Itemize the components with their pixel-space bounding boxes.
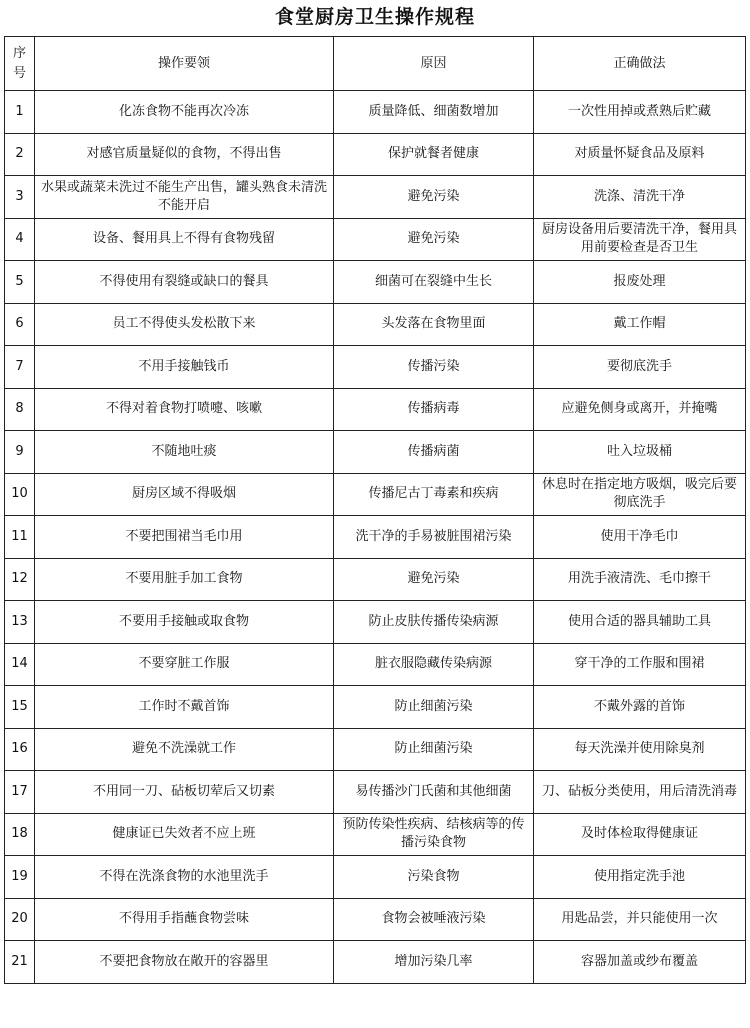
cell-no: 6 <box>5 303 35 346</box>
cell-no: 21 <box>5 941 35 984</box>
table-row <box>5 473 746 516</box>
cell-reason: 脏衣服隐藏传染病源 <box>334 643 534 686</box>
table-row <box>5 686 746 729</box>
cell-reason: 食物会被唾液污染 <box>334 898 534 941</box>
cell-fix: 吐入垃圾桶 <box>534 431 746 474</box>
cell-no: 14 <box>5 643 35 686</box>
table-row <box>5 813 746 856</box>
cell-fix: 对质量怀疑食品及原料 <box>534 133 746 176</box>
cell-operation: 不要把围裙当毛巾用 <box>35 516 334 559</box>
cell-no: 10 <box>5 473 35 516</box>
header-no <box>5 37 35 91</box>
header-fix: 正确做法 <box>534 37 746 91</box>
cell-fix: 每天洗澡并使用除臭剂 <box>534 728 746 771</box>
cell-fix: 刀、砧板分类使用，用后清洗消毒 <box>534 771 746 814</box>
table-row <box>5 516 746 559</box>
cell-fix: 厨房设备用后要清洗干净，餐用具用前要检查是否卫生 <box>534 218 746 261</box>
cell-reason: 避免污染 <box>334 176 534 219</box>
cell-operation: 设备、餐用具上不得有食物残留 <box>35 218 334 261</box>
cell-operation: 对感官质量疑似的食物，不得出售 <box>35 133 334 176</box>
cell-fix: 休息时在指定地方吸烟，吸完后要彻底洗手 <box>534 473 746 516</box>
cell-operation: 不要把食物放在敞开的容器里 <box>35 941 334 984</box>
cell-operation: 健康证已失效者不应上班 <box>35 813 334 856</box>
cell-no: 16 <box>5 728 35 771</box>
cell-no: 1 <box>5 91 35 134</box>
cell-operation: 工作时不戴首饰 <box>35 686 334 729</box>
cell-no: 15 <box>5 686 35 729</box>
cell-operation: 不用手接触钱币 <box>35 346 334 389</box>
cell-fix: 使用干净毛巾 <box>534 516 746 559</box>
table-row <box>5 601 746 644</box>
cell-reason: 洗干净的手易被脏围裙污染 <box>334 516 534 559</box>
page-title: 食堂厨房卫生操作规程 <box>274 6 475 28</box>
cell-reason: 防止细菌污染 <box>334 728 534 771</box>
cell-operation: 化冻食物不能再次冷冻 <box>35 91 334 134</box>
table-row <box>5 898 746 941</box>
cell-no: 7 <box>5 346 35 389</box>
table-row <box>5 558 746 601</box>
cell-no: 13 <box>5 601 35 644</box>
cell-reason: 污染食物 <box>334 856 534 899</box>
cell-no: 9 <box>5 431 35 474</box>
cell-no: 11 <box>5 516 35 559</box>
cell-reason: 防止皮肤传播传染病源 <box>334 601 534 644</box>
table-row <box>5 388 746 431</box>
table-row <box>5 856 746 899</box>
table-row <box>5 431 746 474</box>
cell-reason: 预防传染性疾病、结核病等的传播污染食物 <box>334 813 534 856</box>
header-reason: 原因 <box>334 37 534 91</box>
cell-no: 12 <box>5 558 35 601</box>
cell-reason: 易传播沙门氏菌和其他细菌 <box>334 771 534 814</box>
cell-no: 5 <box>5 261 35 304</box>
header-row <box>5 37 746 91</box>
cell-fix: 用洗手液清洗、毛巾擦干 <box>534 558 746 601</box>
table-row <box>5 303 746 346</box>
cell-operation: 避免不洗澡就工作 <box>35 728 334 771</box>
header-operation: 操作要领 <box>35 37 334 91</box>
cell-reason: 避免污染 <box>334 218 534 261</box>
cell-operation: 厨房区域不得吸烟 <box>35 473 334 516</box>
cell-operation: 不得对着食物打喷嚏、咳嗽 <box>35 388 334 431</box>
table-row <box>5 643 746 686</box>
cell-reason: 质量降低、细菌数增加 <box>334 91 534 134</box>
cell-fix: 洗涤、清洗干净 <box>534 176 746 219</box>
cell-fix: 使用合适的器具辅助工具 <box>534 601 746 644</box>
cell-fix: 一次性用掉或煮熟后贮藏 <box>534 91 746 134</box>
cell-fix: 容器加盖或纱布覆盖 <box>534 941 746 984</box>
cell-reason: 防止细菌污染 <box>334 686 534 729</box>
table-row <box>5 261 746 304</box>
cell-no: 8 <box>5 388 35 431</box>
cell-operation: 不得使用有裂缝或缺口的餐具 <box>35 261 334 304</box>
table-row <box>5 91 746 134</box>
cell-fix: 穿干净的工作服和围裙 <box>534 643 746 686</box>
hygiene-rules-table <box>4 36 746 984</box>
table-body <box>5 91 746 984</box>
cell-operation: 不要用脏手加工食物 <box>35 558 334 601</box>
cell-reason: 细菌可在裂缝中生长 <box>334 261 534 304</box>
cell-reason: 传播尼古丁毒素和疾病 <box>334 473 534 516</box>
cell-operation: 不用同一刀、砧板切荤后又切素 <box>35 771 334 814</box>
cell-operation: 不随地吐痰 <box>35 431 334 474</box>
cell-operation: 不得在洗涤食物的水池里洗手 <box>35 856 334 899</box>
cell-fix: 戴工作帽 <box>534 303 746 346</box>
cell-operation: 员工不得使头发松散下来 <box>35 303 334 346</box>
table-row <box>5 728 746 771</box>
cell-fix: 报废处理 <box>534 261 746 304</box>
cell-fix: 应避免侧身或离开，并掩嘴 <box>534 388 746 431</box>
cell-reason: 避免污染 <box>334 558 534 601</box>
cell-operation: 不得用手指蘸食物尝味 <box>35 898 334 941</box>
table-row <box>5 133 746 176</box>
table-row <box>5 176 746 219</box>
table-row <box>5 218 746 261</box>
cell-reason: 传播病毒 <box>334 388 534 431</box>
cell-reason: 保护就餐者健康 <box>334 133 534 176</box>
cell-no: 3 <box>5 176 35 219</box>
cell-fix: 用匙品尝，并只能使用一次 <box>534 898 746 941</box>
cell-reason: 头发落在食物里面 <box>334 303 534 346</box>
cell-operation: 不要穿脏工作服 <box>35 643 334 686</box>
cell-fix: 要彻底洗手 <box>534 346 746 389</box>
table-row <box>5 771 746 814</box>
cell-no: 4 <box>5 218 35 261</box>
cell-no: 2 <box>5 133 35 176</box>
cell-operation: 水果或蔬菜未洗过不能生产出售，罐头熟食未清洗不能开启 <box>35 176 334 219</box>
cell-fix: 使用指定洗手池 <box>534 856 746 899</box>
cell-reason: 传播污染 <box>334 346 534 389</box>
cell-reason: 增加污染几率 <box>334 941 534 984</box>
cell-no: 18 <box>5 813 35 856</box>
cell-fix: 及时体检取得健康证 <box>534 813 746 856</box>
table-header <box>5 37 746 91</box>
cell-no: 19 <box>5 856 35 899</box>
cell-reason: 传播病菌 <box>334 431 534 474</box>
table-row <box>5 941 746 984</box>
cell-operation: 不要用手接触或取食物 <box>35 601 334 644</box>
header-no-label: 序 号 <box>12 45 26 81</box>
table-row <box>5 346 746 389</box>
cell-no: 20 <box>5 898 35 941</box>
cell-no: 17 <box>5 771 35 814</box>
cell-fix: 不戴外露的首饰 <box>534 686 746 729</box>
